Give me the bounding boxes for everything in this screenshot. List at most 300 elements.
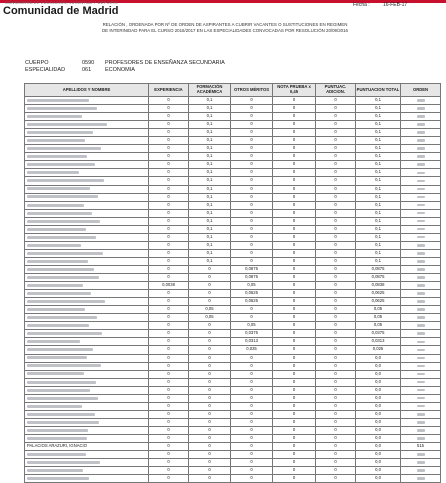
cell-adic: 0 (316, 378, 356, 386)
cell-exp: 0 (149, 459, 189, 467)
redacted-name (27, 413, 95, 416)
cell-nota: 0 (273, 265, 316, 273)
redacted-name (27, 405, 82, 408)
cell-adic: 0 (316, 217, 356, 225)
date-value: 16-FEB-17 (383, 2, 408, 8)
table-row (25, 241, 441, 249)
redacted-orden (417, 437, 425, 440)
cell-nota: 0 (273, 129, 316, 137)
cell-total: 0,0875 (356, 265, 401, 273)
cuerpo-label: CUERPO (25, 60, 49, 66)
cell-exp: 0 (149, 241, 189, 249)
cell-orden (401, 249, 441, 257)
cell-name (25, 185, 149, 193)
table-row (25, 467, 441, 475)
cell-otros: 0 (231, 426, 273, 434)
cell-orden (401, 467, 441, 475)
cell-total: 0,1 (356, 217, 401, 225)
cell-otros: 0 (231, 410, 273, 418)
cell-otros: 0 (231, 113, 273, 121)
cell-exp: 0 (149, 217, 189, 225)
redacted-orden (417, 469, 425, 472)
cell-orden (401, 129, 441, 137)
cell-orden (401, 314, 441, 322)
cell-adic: 0 (316, 322, 356, 330)
cell-nota: 0 (273, 394, 316, 402)
cell-nota: 0 (273, 467, 316, 475)
redacted-orden (417, 292, 425, 295)
cell-total: 0,05 (356, 314, 401, 322)
cell-orden (401, 402, 441, 410)
cell-exp: 0 (149, 362, 189, 370)
cell-orden (401, 338, 441, 346)
cell-name (25, 257, 149, 265)
cell-form: 0,1 (189, 97, 231, 105)
table-row (25, 201, 441, 209)
table-row (25, 434, 441, 442)
table-row (25, 274, 441, 282)
cell-form: 0,1 (189, 113, 231, 121)
table-row (25, 443, 441, 451)
cell-total: 0,025 (356, 346, 401, 354)
cell-total: 0,0 (356, 475, 401, 483)
cell-exp: 0 (149, 410, 189, 418)
table-row (25, 193, 441, 201)
cell-name (25, 249, 149, 257)
cell-otros: 0 (231, 225, 273, 233)
cell-nota: 0 (273, 298, 316, 306)
cell-otros: 0 (231, 145, 273, 153)
cell-orden (401, 121, 441, 129)
cell-form: 0,1 (189, 233, 231, 241)
cuerpo-name: PROFESORES DE ENSEÑANZA SECUNDARIA (105, 60, 225, 66)
table-row (25, 97, 441, 105)
table-row (25, 418, 441, 426)
redacted-name (27, 372, 84, 375)
cell-orden (401, 378, 441, 386)
cell-name (25, 145, 149, 153)
cell-form: 0 (189, 459, 231, 467)
cell-adic: 0 (316, 193, 356, 201)
cell-orden (401, 282, 441, 290)
region-label: CONSEJERÍA DE EDUCACIÓN, JUVENTUD Y DEPORTE (5, 0, 119, 5)
cell-exp: 0 (149, 257, 189, 265)
cell-orden (401, 410, 441, 418)
cell-form: 0 (189, 298, 231, 306)
cell-name (25, 394, 149, 402)
table-row (25, 185, 441, 193)
cell-form: 0,1 (189, 257, 231, 265)
cell-form: 0,1 (189, 185, 231, 193)
cell-total: 0,1 (356, 169, 401, 177)
cell-otros: 0 (231, 201, 273, 209)
cell-nota: 0 (273, 274, 316, 282)
cell-total: 0,1 (356, 137, 401, 145)
cell-form: 0 (189, 475, 231, 483)
cell-otros: 0 (231, 459, 273, 467)
cell-total: 0,1 (356, 257, 401, 265)
cell-exp: 0 (149, 105, 189, 113)
cell-adic: 0 (316, 370, 356, 378)
table-row (25, 265, 441, 273)
cell-adic: 0 (316, 105, 356, 113)
cell-nota: 0 (273, 459, 316, 467)
cell-exp: 0 (149, 274, 189, 282)
table-row (25, 105, 441, 113)
cell-otros: 0 (231, 362, 273, 370)
cell-adic: 0 (316, 346, 356, 354)
cell-orden (401, 193, 441, 201)
relation-description (40, 22, 410, 34)
cell-nota: 0 (273, 105, 316, 113)
cell-form: 0 (189, 394, 231, 402)
cell-total: 0,1 (356, 201, 401, 209)
cell-orden (401, 137, 441, 145)
cell-orden (401, 274, 441, 282)
cell-otros: 0 (231, 137, 273, 145)
cell-total: 0,0 (356, 410, 401, 418)
cell-name (25, 265, 149, 273)
cell-total: 0,1 (356, 249, 401, 257)
table-row (25, 402, 441, 410)
cell-total: 0,0 (356, 386, 401, 394)
cell-exp: 0 (149, 113, 189, 121)
redacted-orden (417, 236, 425, 239)
cell-name (25, 225, 149, 233)
cell-form: 0,05 (189, 314, 231, 322)
cell-name (25, 201, 149, 209)
cell-exp: 0 (149, 378, 189, 386)
cell-exp: 0 (149, 145, 189, 153)
cell-otros: 0 (231, 475, 273, 483)
redacted-orden (417, 163, 425, 166)
cell-otros: 0 (231, 434, 273, 442)
table-row (25, 378, 441, 386)
redacted-name (27, 244, 81, 247)
cell-otros: 0 (231, 354, 273, 362)
cell-orden (401, 225, 441, 233)
table-row (25, 233, 441, 241)
table-row (25, 282, 441, 290)
cell-total: 0,0 (356, 394, 401, 402)
cell-otros: 0 (231, 370, 273, 378)
table-row (25, 362, 441, 370)
cell-otros: 0 (231, 177, 273, 185)
cell-form: 0,1 (189, 161, 231, 169)
redacted-name (27, 397, 98, 400)
cell-orden (401, 113, 441, 121)
cell-total: 0,1 (356, 161, 401, 169)
cell-otros: 0 (231, 241, 273, 249)
cell-nota: 0 (273, 330, 316, 338)
cell-total: 0,1 (356, 113, 401, 121)
cell-otros: 0 (231, 217, 273, 225)
cell-form: 0 (189, 354, 231, 362)
table-row (25, 177, 441, 185)
cell-form: 0,1 (189, 249, 231, 257)
cell-total: 0,1 (356, 105, 401, 113)
cell-orden (401, 201, 441, 209)
cell-otros: 0 (231, 451, 273, 459)
cell-total: 0,1 (356, 145, 401, 153)
cell-form: 0,1 (189, 105, 231, 113)
cell-name (25, 322, 149, 330)
cell-adic: 0 (316, 330, 356, 338)
cell-adic: 0 (316, 459, 356, 467)
redacted-name (27, 171, 79, 174)
col-apellidos: APELLIDOS Y NOMBRE (25, 84, 149, 97)
cell-name (25, 97, 149, 105)
redacted-orden (417, 244, 425, 247)
cell-nota: 0 (273, 378, 316, 386)
cell-nota: 0 (273, 137, 316, 145)
redacted-orden (417, 461, 425, 464)
redacted-name (27, 340, 80, 343)
redacted-name (27, 453, 86, 456)
redacted-name (27, 195, 98, 198)
cell-name (25, 241, 149, 249)
cell-otros: 0 (231, 97, 273, 105)
cell-adic: 0 (316, 467, 356, 475)
redacted-orden (417, 172, 425, 175)
cell-otros: 0 (231, 185, 273, 193)
cell-exp: 0 (149, 185, 189, 193)
cell-form: 0 (189, 410, 231, 418)
cell-adic: 0 (316, 97, 356, 105)
cell-orden (401, 241, 441, 249)
cell-adic: 0 (316, 354, 356, 362)
table-body (25, 97, 441, 483)
cell-nota: 0 (273, 370, 316, 378)
redacted-name (27, 99, 89, 102)
cuerpo-code: 0590 (82, 60, 95, 66)
redacted-orden (417, 155, 425, 158)
col-nota-prueba: NOTA PRUEBA x 0,45 (273, 84, 316, 97)
table-row (25, 153, 441, 161)
cell-form: 0 (189, 434, 231, 442)
cell-name (25, 338, 149, 346)
cell-orden (401, 451, 441, 459)
redacted-orden (417, 260, 425, 263)
cell-name (25, 121, 149, 129)
redacted-name (27, 348, 93, 351)
cell-otros: 0 (231, 193, 273, 201)
cell-adic: 0 (316, 233, 356, 241)
redacted-orden (417, 397, 425, 400)
cell-adic: 0 (316, 282, 356, 290)
date-label: Fecha : (353, 2, 370, 8)
cell-orden (401, 217, 441, 225)
cell-name (25, 290, 149, 298)
table-row (25, 290, 441, 298)
cell-adic: 0 (316, 451, 356, 459)
cell-exp: 0 (149, 354, 189, 362)
cell-total: 0,0 (356, 459, 401, 467)
cell-otros: 0 (231, 209, 273, 217)
cell-total: 0,1 (356, 185, 401, 193)
cell-name (25, 282, 149, 290)
cell-exp: 0 (149, 426, 189, 434)
redacted-orden (417, 300, 425, 303)
cell-form: 0 (189, 386, 231, 394)
table-row (25, 459, 441, 467)
cell-form: 0 (189, 274, 231, 282)
cell-orden (401, 459, 441, 467)
cell-nota: 0 (273, 290, 316, 298)
redacted-name (27, 212, 92, 215)
cell-form: 0,1 (189, 121, 231, 129)
cell-name (25, 330, 149, 338)
redacted-name (27, 429, 88, 432)
cell-otros: 0 (231, 418, 273, 426)
cell-nota: 0 (273, 113, 316, 121)
redacted-orden (417, 429, 425, 432)
cell-total: 0,0 (356, 467, 401, 475)
cell-total: 0,0 (356, 418, 401, 426)
cell-adic: 0 (316, 225, 356, 233)
cell-nota: 0 (273, 97, 316, 105)
redacted-orden (417, 316, 425, 319)
cell-nota: 0 (273, 217, 316, 225)
cell-nota: 0 (273, 314, 316, 322)
cell-nota: 0 (273, 475, 316, 483)
cell-otros: 0 (231, 402, 273, 410)
cell-adic: 0 (316, 434, 356, 442)
cell-adic: 0 (316, 241, 356, 249)
cell-exp: 0 (149, 249, 189, 257)
cell-orden (401, 97, 441, 105)
cell-orden (401, 362, 441, 370)
cell-adic: 0 (316, 161, 356, 169)
cell-total: 0,1 (356, 209, 401, 217)
redacted-name (27, 204, 84, 207)
cell-form: 0,1 (189, 169, 231, 177)
redacted-orden (417, 453, 425, 456)
cell-name (25, 467, 149, 475)
cell-otros: 0 (231, 233, 273, 241)
cell-exp: 0 (149, 209, 189, 217)
cell-form: 0,1 (189, 153, 231, 161)
redacted-name (27, 300, 105, 303)
cell-total: 0,1 (356, 225, 401, 233)
table-row (25, 113, 441, 121)
col-puntuac-adicion: PUNTUAC. ADICION. (316, 84, 356, 97)
cell-otros: 0,0313 (231, 338, 273, 346)
table-row (25, 121, 441, 129)
redacted-name (27, 356, 87, 359)
redacted-name (27, 316, 97, 319)
redacted-orden (417, 284, 425, 287)
cell-total: 0,1 (356, 153, 401, 161)
redacted-name (27, 155, 87, 158)
cell-otros: 0,0875 (231, 265, 273, 273)
redacted-name (27, 292, 91, 295)
table-row (25, 257, 441, 265)
cell-form: 0,05 (189, 306, 231, 314)
cell-name (25, 346, 149, 354)
cell-form: 0,1 (189, 217, 231, 225)
cell-total: 0,0 (356, 443, 401, 451)
table-row (25, 410, 441, 418)
cell-name (25, 233, 149, 241)
cell-name (25, 306, 149, 314)
cell-exp: 0 (149, 330, 189, 338)
cell-orden: 515 (401, 443, 441, 451)
cell-total: 0,1 (356, 97, 401, 105)
cell-total: 0,1 (356, 233, 401, 241)
table-row (25, 322, 441, 330)
cell-total: 0,0 (356, 378, 401, 386)
redacted-orden (417, 349, 425, 352)
cell-name (25, 354, 149, 362)
cell-form: 0 (189, 282, 231, 290)
cell-adic: 0 (316, 410, 356, 418)
cell-nota: 0 (273, 249, 316, 257)
cell-nota: 0 (273, 193, 316, 201)
cell-orden (401, 177, 441, 185)
cell-exp: 0 (149, 451, 189, 459)
cell-form: 0,1 (189, 137, 231, 145)
table-row (25, 225, 441, 233)
cell-total: 0,0 (356, 426, 401, 434)
redacted-orden (417, 268, 425, 271)
redacted-name (27, 260, 88, 263)
redacted-name (27, 220, 100, 223)
cell-exp: 0 (149, 233, 189, 241)
cell-total: 0,1 (356, 129, 401, 137)
cell-nota: 0 (273, 169, 316, 177)
cell-otros: 0 (231, 169, 273, 177)
cell-adic: 0 (316, 249, 356, 257)
cell-exp: 0 (149, 290, 189, 298)
cell-exp: 0 (149, 225, 189, 233)
redacted-name (27, 324, 89, 327)
cell-otros: 0 (231, 386, 273, 394)
cell-orden (401, 105, 441, 113)
redacted-orden (417, 324, 425, 327)
cell-nota: 0 (273, 161, 316, 169)
redacted-orden (417, 115, 425, 118)
table-row (25, 426, 441, 434)
cell-total: 0,0625 (356, 290, 401, 298)
cell-name (25, 434, 149, 442)
cell-adic: 0 (316, 265, 356, 273)
cell-form: 0 (189, 378, 231, 386)
redacted-name (27, 381, 96, 384)
cell-name (25, 314, 149, 322)
col-otros-meritos: OTROS MÉRITOS (231, 84, 273, 97)
cell-orden (401, 346, 441, 354)
cell-otros: 0 (231, 378, 273, 386)
cell-otros: 0 (231, 161, 273, 169)
table-row (25, 451, 441, 459)
cell-total: 0,1 (356, 241, 401, 249)
redacted-orden (417, 421, 425, 424)
redacted-orden (417, 381, 425, 384)
cell-form: 0,1 (189, 241, 231, 249)
table-row (25, 475, 441, 483)
results-table (24, 83, 441, 483)
cell-orden (401, 233, 441, 241)
cell-adic: 0 (316, 426, 356, 434)
cell-adic: 0 (316, 290, 356, 298)
cell-nota: 0 (273, 257, 316, 265)
redacted-orden (417, 180, 425, 183)
redacted-orden (417, 212, 425, 215)
cell-form: 0 (189, 322, 231, 330)
cell-exp: 0 (149, 402, 189, 410)
cell-exp: 0 (149, 322, 189, 330)
